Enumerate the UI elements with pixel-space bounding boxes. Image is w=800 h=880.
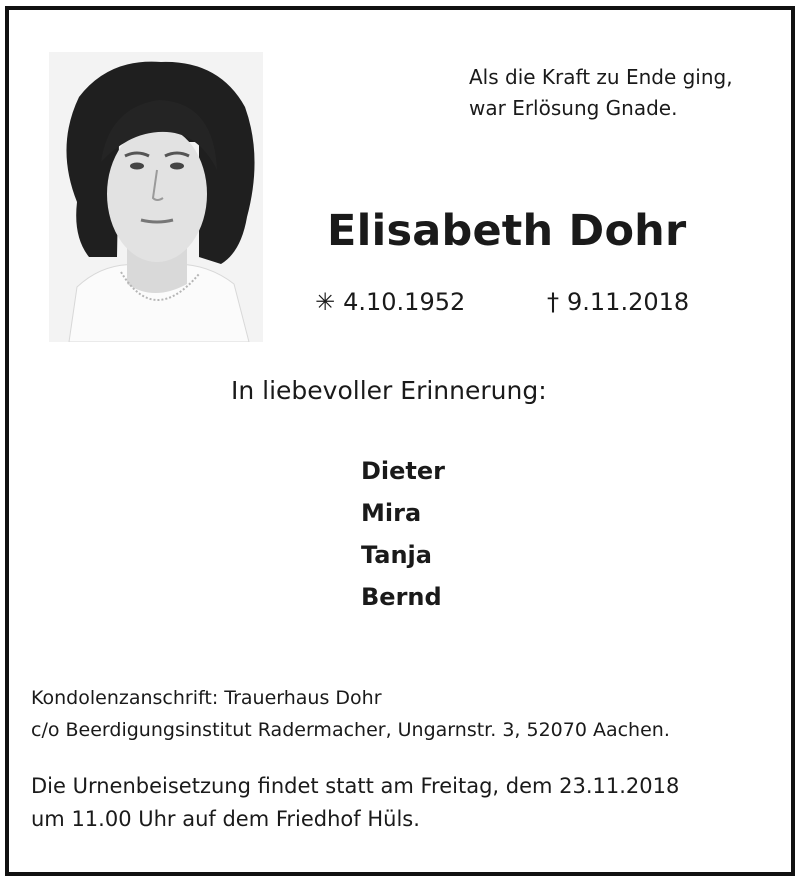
death-date-text: 9.11.2018: [567, 288, 690, 316]
condolence-address: [31, 682, 670, 746]
star-icon: ✳: [315, 288, 336, 316]
condolence-line: Kondolenzanschrift: Trauerhaus Dohr: [31, 687, 382, 709]
burial-line: Die Urnenbeisetzung findet statt am Freitag, dem 23.11.2018: [31, 774, 680, 798]
family-list: [361, 450, 445, 618]
family-member: Tanja: [361, 541, 432, 569]
deceased-name: Elisabeth Dohr: [327, 206, 687, 256]
quote: [469, 62, 733, 124]
birth-date-text: 4.10.1952: [343, 288, 466, 316]
quote-line: war Erlösung Gnade.: [469, 96, 678, 120]
condolence-line: c/o Beerdigungsinstitut Radermacher, Ungarnstr. 3, 52070 Aachen.: [31, 719, 670, 741]
memory-heading: In liebevoller Erinnerung:: [231, 376, 547, 405]
death-date: [547, 288, 689, 316]
burial-line: um 11.00 Uhr auf dem Friedhof Hüls.: [31, 807, 420, 831]
cross-icon: †: [547, 288, 559, 316]
portrait-photo: [49, 52, 263, 342]
family-member: Bernd: [361, 583, 442, 611]
birth-date: [315, 288, 465, 316]
family-member: Mira: [361, 499, 422, 527]
obituary-frame: [5, 6, 795, 876]
burial-notice: [31, 770, 679, 836]
quote-line: Als die Kraft zu Ende ging,: [469, 65, 733, 89]
family-member: Dieter: [361, 457, 446, 485]
